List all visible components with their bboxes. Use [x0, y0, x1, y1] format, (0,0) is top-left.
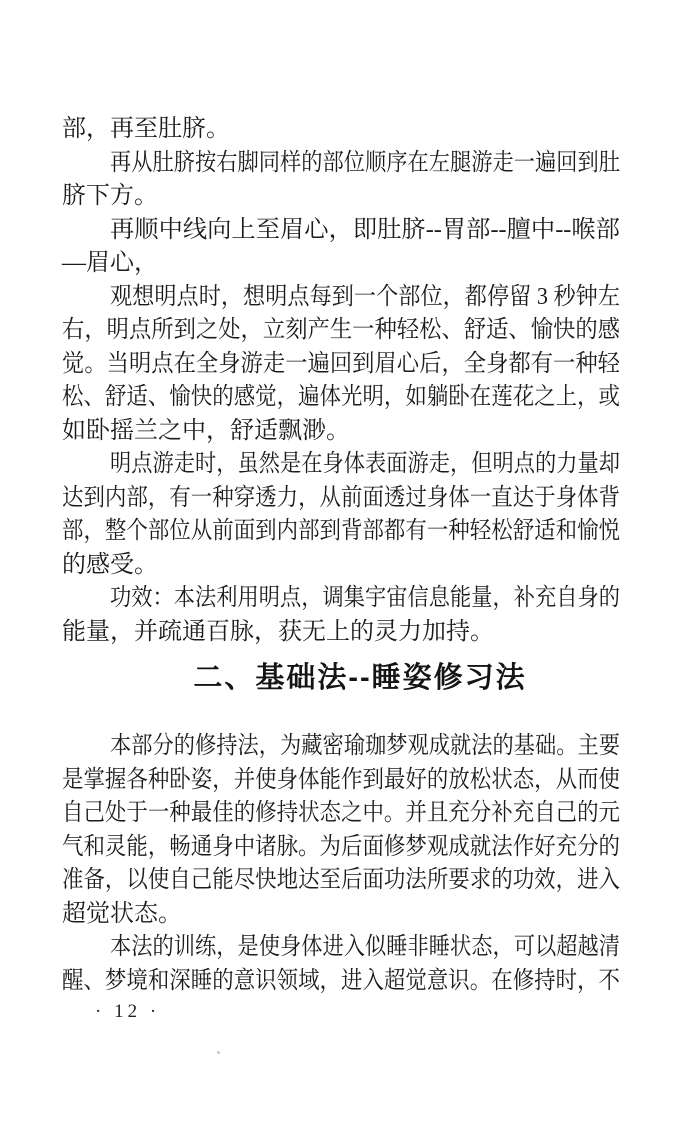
- text-line: [62, 214, 620, 248]
- text-line-content: 是掌握各种卧姿，并使身体能作到最好的放松状态，从而使: [62, 766, 620, 793]
- text-line: [62, 180, 620, 214]
- text-line: [62, 764, 620, 798]
- text-line: [62, 797, 620, 831]
- text-line-content: 本法的训练，是使身体进入似睡非睡状态，可以超越清: [110, 934, 620, 960]
- text-line: [62, 281, 620, 315]
- text-line-content: 右，明点所到之处，立刻产生一种轻松、舒适、愉快的感: [62, 317, 620, 343]
- text-line-content: 观想明点时，想明点每到一个部位，都停留 3 秒钟左: [110, 283, 620, 310]
- text-line: [62, 864, 620, 898]
- text-line-content: 部，再至肚脐。: [62, 116, 230, 142]
- text-line: [62, 448, 620, 482]
- text-line: [62, 582, 620, 616]
- text-line: [62, 482, 620, 516]
- text-line: [62, 831, 620, 865]
- text-line-content: 本部分的修持法，为藏密瑜珈梦观成就法的基础。主要: [110, 733, 620, 759]
- text-line-content: 醒、梦境和深睡的意识领域，进入超觉意识。在修持时，不: [62, 967, 620, 994]
- text-line-content: 部，整个部位从前面到内部到背部都有一种轻松舒适和愉悦: [62, 518, 620, 544]
- text-line: [62, 515, 620, 549]
- text-line: [62, 730, 620, 764]
- text-line: [62, 965, 620, 999]
- text-line-content: 再顺中线向上至眉心，即肚脐--胃部--膻中--喉部: [110, 216, 620, 243]
- text-line: [62, 147, 620, 181]
- text-line-content: 觉。当明点在全身游走一遍回到眉心后，全身都有一种轻: [62, 350, 620, 377]
- text-line-content: 超觉状态。: [62, 900, 182, 927]
- text-line-content: 达到内部，有一种穿透力，从前面透过身体一直达于身体背: [62, 484, 620, 511]
- text-line: [62, 113, 620, 147]
- text-line-content: 松、舒适、愉快的感觉，遍体光明，如躺卧在莲花之上，或: [62, 384, 620, 410]
- text-line: [62, 247, 620, 281]
- paragraph-block-lower: [62, 730, 620, 998]
- text-line: [62, 616, 620, 650]
- text-line-content: 脐下方。: [62, 183, 158, 209]
- text-line-content: 准备，以使自己能尽快地达至后面功法所要求的功效，进入: [62, 867, 620, 893]
- text-line: [62, 549, 620, 583]
- text-line: [62, 898, 620, 932]
- text-line-content: 再从肚脐按右脚同样的部位顺序在左腿游走一遍回到肚: [110, 149, 620, 176]
- text-line-content: —眉心，: [62, 250, 158, 276]
- text-line-content: 如卧摇兰之中，舒适飘渺。: [62, 417, 350, 444]
- text-line-content: 的感受。: [62, 551, 158, 578]
- text-line-content: 功效：本法利用明点，调集宇宙信息能量，补充自身的: [110, 585, 620, 611]
- scan-noise-speck: [217, 1051, 220, 1054]
- text-line: [62, 931, 620, 965]
- section-heading: 二、基础法--睡姿修习法: [193, 662, 527, 694]
- text-line-content: 自己处于一种最佳的修持状态之中。并且充分补充自己的元: [62, 800, 620, 826]
- text-line: [62, 415, 620, 449]
- text-line-content: 气和灵能，畅通身中诸脉。为后面修梦观成就法作好充分的: [62, 833, 620, 860]
- paragraph-block-upper: [62, 113, 620, 649]
- text-line: [62, 314, 620, 348]
- page-number: · 12 ·: [95, 1001, 161, 1022]
- text-line-content: 能量，并疏通百脉，获无上的灵力加持。: [62, 618, 494, 645]
- text-line: [62, 348, 620, 382]
- text-line: [62, 381, 620, 415]
- text-line-content: 明点游走时，虽然是在身体表面游走，但明点的力量却: [110, 451, 620, 477]
